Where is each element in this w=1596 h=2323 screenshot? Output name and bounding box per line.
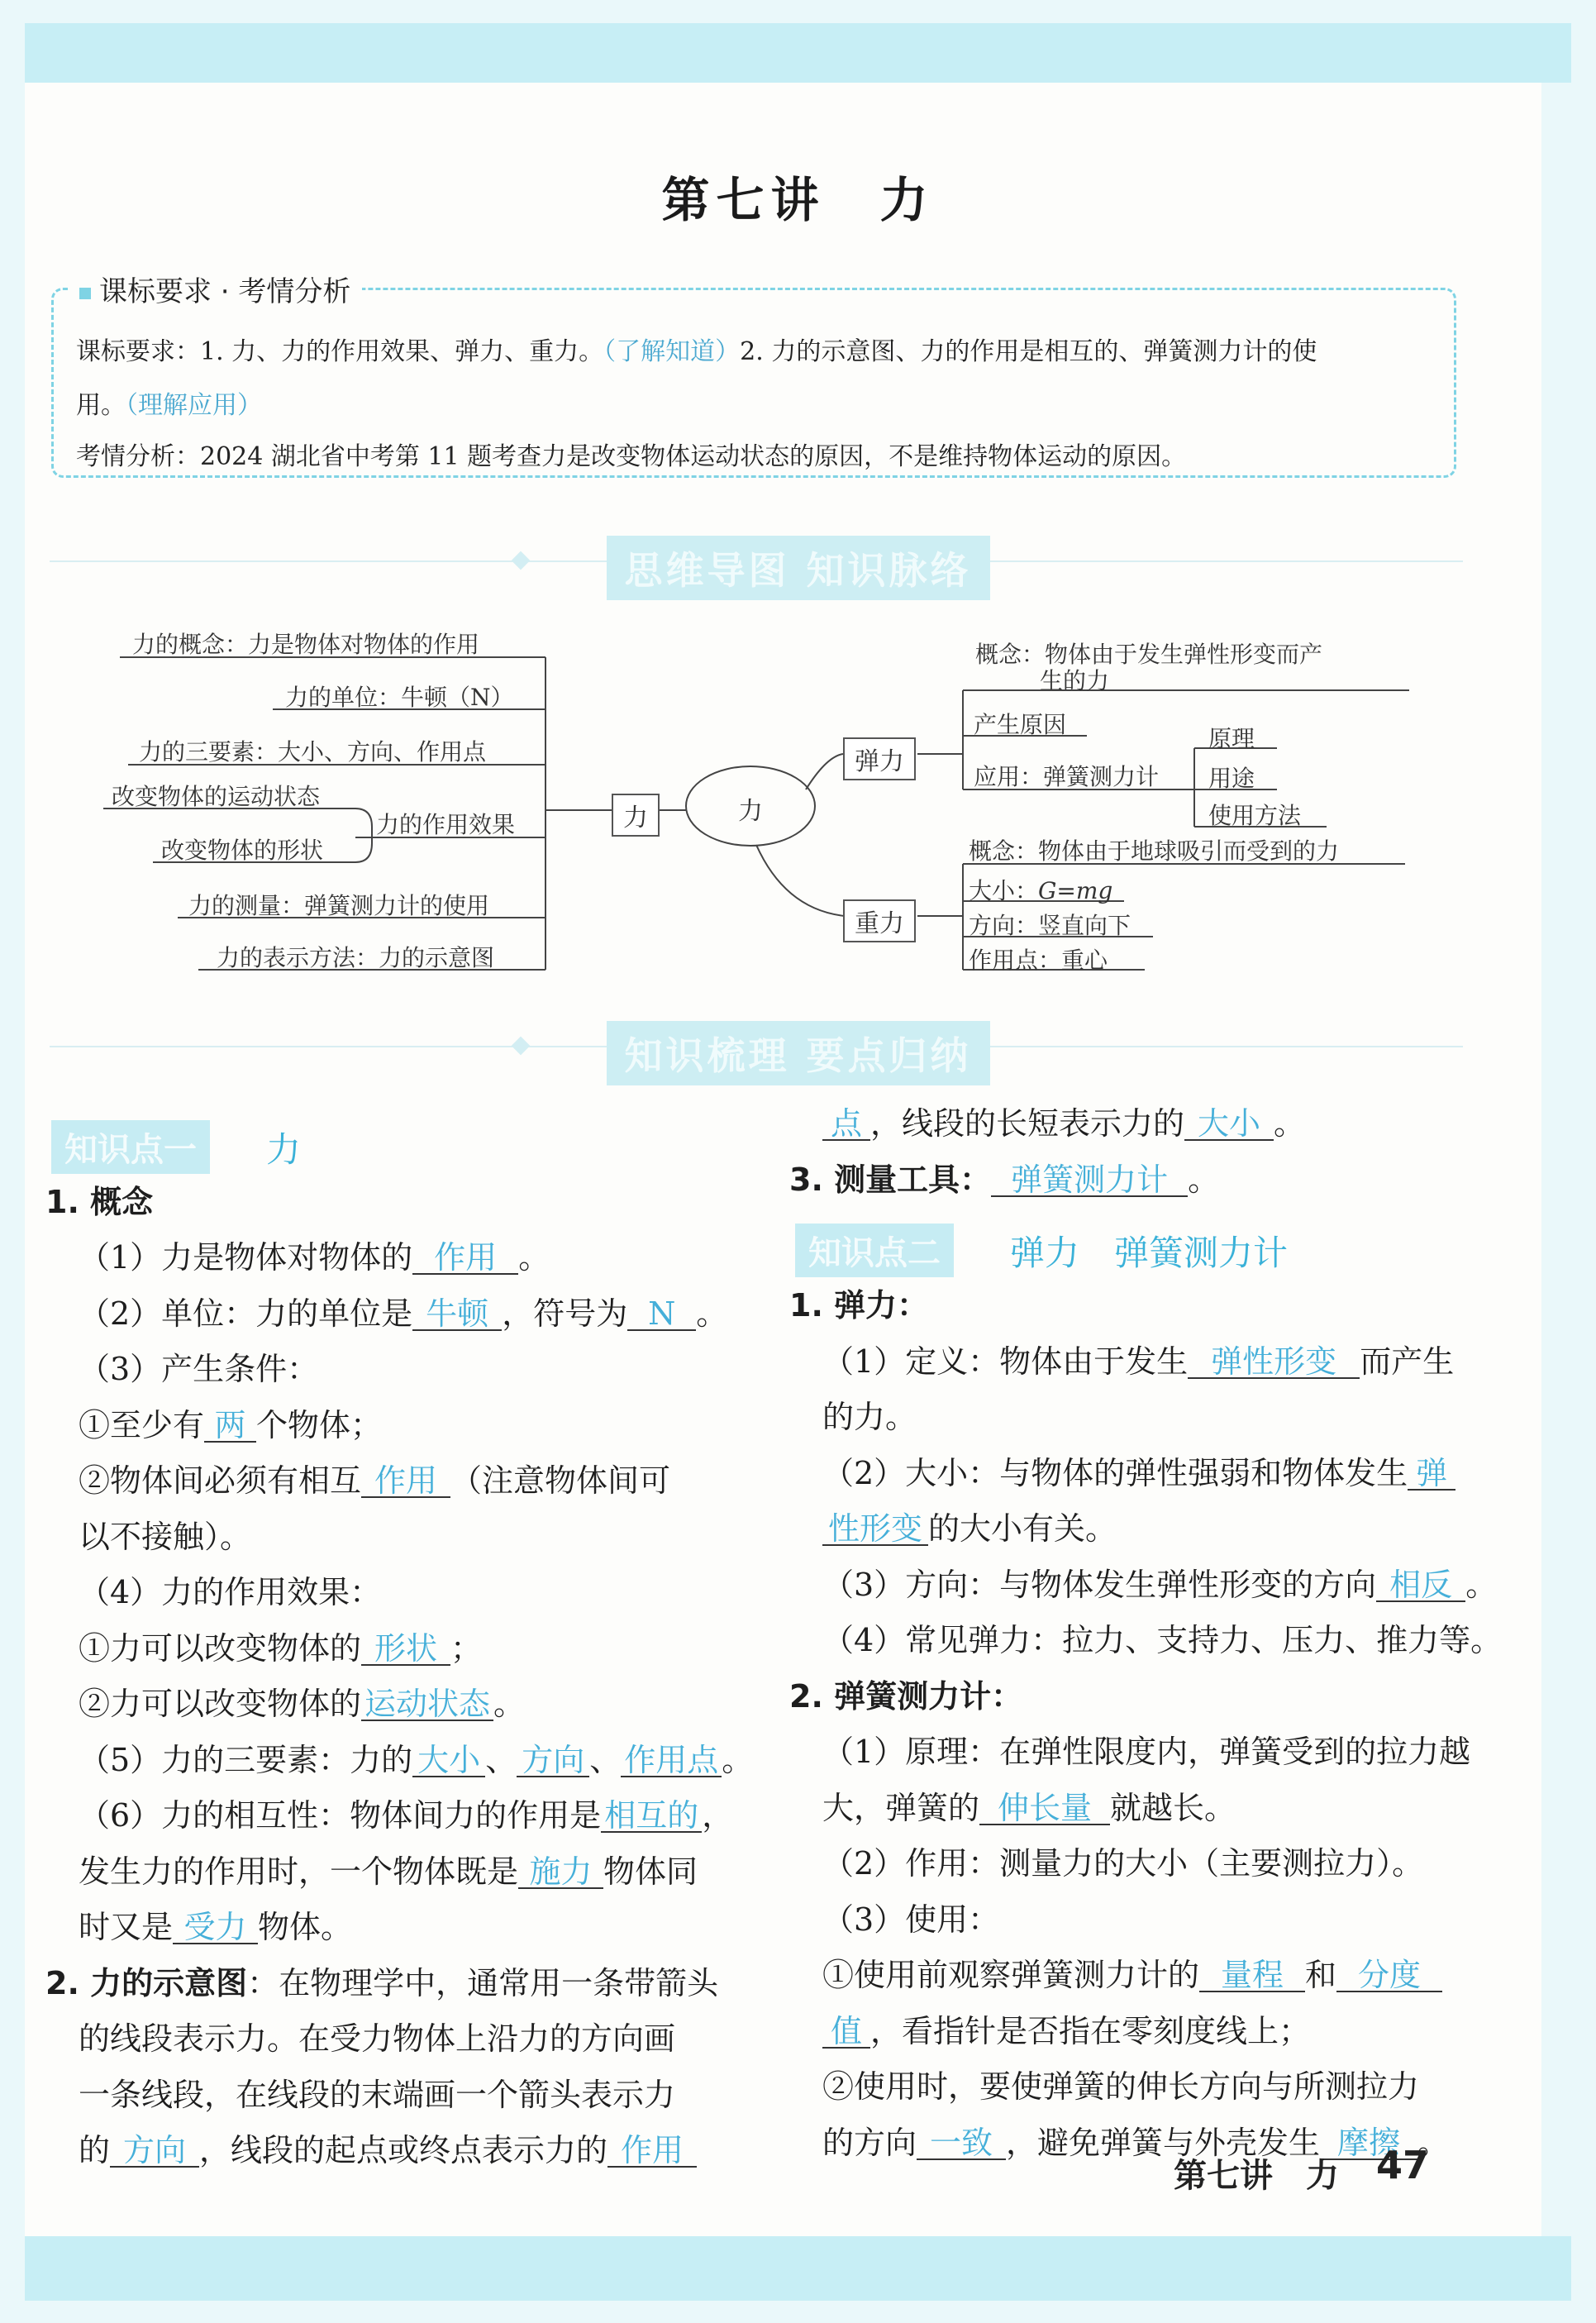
- answer-blank: 方向: [110, 2135, 199, 2168]
- answer-blank: 施力: [518, 1856, 603, 1889]
- heading-text: 1. 弹力：: [789, 1287, 929, 1324]
- line: [822, 2127, 1449, 2160]
- line: [79, 1797, 734, 1834]
- text: 的方向: [822, 2125, 917, 2161]
- req-text: 2. 力的示意图、力的作用是相互的、弹簧测力计的使: [740, 337, 1317, 366]
- heading-text: 3. 测量工具：: [789, 1162, 992, 1198]
- line: （3）使用：: [822, 1901, 1000, 1938]
- text: 而产生: [1360, 1343, 1455, 1380]
- mindmap-unit: 力的单位：牛顿（N）: [285, 684, 514, 711]
- line: 的线段表示力。在受力物体上沿力的方向画: [79, 2020, 676, 2057]
- line: [822, 1510, 1117, 1547]
- answer-blank: 值: [822, 2015, 870, 2049]
- answer-blank: 弹: [1408, 1457, 1455, 1491]
- answer-blank: 一致: [917, 2127, 1006, 2160]
- mindmap-elastic-cause: 产生原因: [974, 711, 1067, 738]
- mindmap-elastic-node: 弹力: [843, 737, 916, 780]
- review-banner: 知识梳理 要点归纳: [606, 1021, 989, 1085]
- line: [789, 1678, 1023, 1715]
- text: 发生力的作用时，一个物体既是: [79, 1853, 519, 1890]
- text: 。: [1417, 2125, 1450, 2161]
- text: 。: [722, 1742, 754, 1778]
- line: [79, 2132, 697, 2168]
- answer-blank: 伸长量: [979, 1792, 1110, 1825]
- knowledge-point-2-title: 弹力 弹簧测力计: [1010, 1233, 1289, 1273]
- line: [79, 1911, 352, 1944]
- text: ，看指针是否指在零刻度线上；: [870, 2013, 1311, 2049]
- answer-blank: 形状: [361, 1633, 450, 1666]
- footer-chapter-label: 第七讲 力: [1174, 2157, 1339, 2195]
- mindmap-left-root: 力: [612, 794, 660, 837]
- knowledge-point-1-tag: 知识点一: [51, 1120, 210, 1174]
- text: 。: [1274, 1105, 1306, 1142]
- requirement-heading-text: 课标要求 · 考情分析: [99, 275, 351, 308]
- requirement-heading: [68, 269, 362, 309]
- page-number: 47: [1376, 2143, 1430, 2187]
- answer-blank: 性形变: [822, 1513, 928, 1546]
- mindmap-gravity-size: [969, 873, 1112, 906]
- text: ，避免弹簧与外壳发生: [1006, 2125, 1321, 2161]
- text: ①力可以改变物体的: [79, 1630, 362, 1667]
- line: （4）力的作用效果：: [79, 1574, 382, 1610]
- text: ；: [450, 1630, 483, 1667]
- answer-blank: 量程: [1199, 1959, 1305, 1992]
- text: 。: [696, 1295, 728, 1332]
- text: 就越长。: [1110, 1790, 1236, 1826]
- mindmap-measure: 力的测量：弹簧测力计的使用: [188, 892, 490, 919]
- text: （1）力是物体对物体的: [79, 1239, 413, 1276]
- line: （3）产生条件：: [79, 1351, 319, 1387]
- line: 一条线段，在线段的末端画一个箭头表示力: [79, 2077, 676, 2113]
- answer-blank: 大小: [412, 1744, 485, 1777]
- text: ②物体间必须有相互: [79, 1462, 362, 1499]
- answer-blank: 相互的: [601, 1800, 702, 1833]
- line: [822, 1792, 1236, 1825]
- mindmap-elastic-concept: 概念：物体由于发生弹性形变而产: [975, 641, 1323, 668]
- heading-text: 1. 概念: [45, 1184, 154, 1220]
- text: 。: [1188, 1162, 1220, 1198]
- line: [79, 1407, 383, 1443]
- line: [79, 1853, 698, 1890]
- heading-concept: [45, 1186, 153, 1218]
- text: （2）大小：与物体的弹性强弱和物体发生: [822, 1455, 1408, 1491]
- text: ，线段的长短表示力的: [870, 1105, 1185, 1142]
- text: ，线段的起点或终点表示力的: [199, 2132, 608, 2168]
- text: 、: [589, 1742, 622, 1778]
- mindmap-elastic-app: 应用：弹簧测力计: [974, 763, 1160, 790]
- answer-blank: 牛顿: [412, 1298, 502, 1331]
- gravity-size-label: 大小：: [969, 877, 1039, 904]
- line: 以不接触）。: [79, 1519, 252, 1555]
- answer-blank: 作用: [412, 1242, 518, 1275]
- mindmap-center: 力: [738, 797, 763, 826]
- line: [822, 1105, 1306, 1142]
- line: [822, 1457, 1455, 1491]
- req-hint: （理解应用）: [126, 391, 262, 420]
- answer-blank: 作用: [361, 1465, 450, 1498]
- text: （1）定义：物体由于发生: [822, 1343, 1189, 1380]
- answer-blank: 弹簧测力计: [991, 1164, 1188, 1197]
- text: 。: [518, 1239, 550, 1276]
- knowledge-point-1-title: 力: [266, 1129, 302, 1170]
- text: 物体同: [603, 1853, 698, 1890]
- line: [79, 1462, 671, 1499]
- text: （6）力的相互性：物体间力的作用是: [79, 1797, 602, 1834]
- line: ②使用时，要使弹簧的伸长方向与所测拉力: [822, 2068, 1420, 2105]
- answer-blank: 受力: [173, 1911, 258, 1944]
- text: ，符号为: [502, 1295, 628, 1332]
- mindmap-elastic-concept-2: 生的力: [1040, 667, 1110, 694]
- text: ①至少有: [79, 1407, 205, 1443]
- mindmap-concept: 力的概念：力是物体对物体的作用: [132, 631, 480, 658]
- req-text: 用。: [76, 391, 126, 420]
- text: 大，弹簧的: [822, 1790, 980, 1826]
- mindmap-effect: 力的作用效果: [376, 811, 516, 838]
- mindmap-gravity-point: 作用点：重心: [969, 947, 1108, 974]
- text: （注意物体间可: [450, 1462, 671, 1499]
- text: 、: [485, 1742, 517, 1778]
- text: 的: [79, 2132, 111, 2168]
- line: [822, 1959, 1442, 1992]
- answer-blank: 作用点: [621, 1744, 722, 1777]
- requirement-line-3: 考情分析：2024 湖北省中考第 11 题考查力是改变物体运动状态的原因，不是维持物体运动的原因。: [76, 442, 1187, 471]
- text: 个物体；: [256, 1407, 383, 1443]
- mindmap-motion: 改变物体的运动状态: [112, 783, 321, 810]
- mindmap-three-elements: 力的三要素：大小、方向、作用点: [139, 738, 487, 766]
- mindmap-shape: 改变物体的形状: [161, 837, 324, 864]
- mindmap-use: 用途: [1208, 765, 1255, 792]
- text: 。: [493, 1686, 526, 1722]
- requirement-line-2: [76, 384, 262, 421]
- text: ：在物理学中，通常用一条带箭头: [247, 1965, 719, 2001]
- req-hint: （了解知道）: [603, 337, 741, 366]
- mindmap-gravity-node: 重力: [843, 899, 916, 942]
- line: 的力。: [822, 1399, 917, 1435]
- answer-blank: 两: [204, 1410, 256, 1443]
- line: [79, 1688, 525, 1721]
- text: 和: [1305, 1957, 1337, 1993]
- text: ，: [702, 1797, 734, 1834]
- line: （1）原理：在弹性限度内，弹簧受到的拉力越: [822, 1734, 1471, 1770]
- answer-blank: 摩擦: [1320, 2127, 1417, 2160]
- line: [822, 2015, 1310, 2049]
- answer-blank: 运动状态: [361, 1688, 493, 1721]
- mindmap-method: 使用方法: [1208, 802, 1302, 829]
- line: （2）作用：测量力的大小（主要测拉力）。: [822, 1845, 1424, 1882]
- text: （2）单位：力的单位是: [79, 1295, 413, 1332]
- text: 时又是: [79, 1909, 174, 1945]
- mindmap-gravity-concept: 概念：物体由于地球吸引而受到的力: [969, 837, 1340, 865]
- answer-blank: 弹性形变: [1188, 1346, 1360, 1379]
- line: [822, 1343, 1455, 1380]
- text: （5）力的三要素：力的: [79, 1742, 413, 1778]
- knowledge-point-2-tag: 知识点二: [795, 1224, 954, 1277]
- line: [789, 1164, 1219, 1197]
- line: [789, 1287, 929, 1324]
- square-icon: [79, 288, 91, 299]
- line: [822, 1569, 1497, 1602]
- top-color-band: [25, 23, 1571, 83]
- answer-blank: 作用: [607, 2135, 697, 2168]
- answer-blank: 点: [822, 1108, 870, 1141]
- line: [79, 1744, 753, 1777]
- text: 。: [1465, 1567, 1498, 1603]
- answer-blank: 相反: [1376, 1569, 1465, 1602]
- heading-text: 2. 弹簧测力计：: [789, 1678, 1023, 1715]
- page-title: 第七讲 力: [661, 172, 935, 228]
- line: [45, 1965, 719, 2001]
- line: [79, 1239, 550, 1276]
- text: 物体。: [258, 1909, 353, 1945]
- text: ①使用前观察弹簧测力计的: [822, 1957, 1200, 1993]
- line: （4）常见弹力：拉力、支持力、压力、推力等。: [822, 1622, 1503, 1658]
- line: [79, 1295, 728, 1332]
- mindmap-represent: 力的表示方法：力的示意图: [217, 944, 495, 971]
- text: 的大小有关。: [928, 1510, 1117, 1547]
- answer-blank: 方向: [517, 1744, 589, 1777]
- heading-text: 2. 力的示意图: [45, 1965, 248, 2001]
- req-text: 课标要求：1. 力、力的作用效果、弹力、重力。: [76, 337, 604, 366]
- answer-blank: 分度: [1336, 1959, 1442, 1992]
- answer-blank: 大小: [1184, 1108, 1274, 1141]
- answer-blank: N: [627, 1298, 696, 1331]
- mindmap-gravity-direction: 方向：竖直向下: [969, 912, 1131, 939]
- text: ②力可以改变物体的: [79, 1686, 362, 1722]
- gravity-formula: G=mg: [1038, 877, 1113, 904]
- line: [79, 1630, 483, 1667]
- mindmap-banner: 思维导图 知识脉络: [606, 536, 989, 600]
- text: （3）方向：与物体发生弹性形变的方向: [822, 1567, 1377, 1603]
- mindmap-principle: 原理: [1208, 725, 1255, 752]
- requirement-line-1: [76, 331, 1317, 367]
- bottom-color-band: [25, 2236, 1571, 2301]
